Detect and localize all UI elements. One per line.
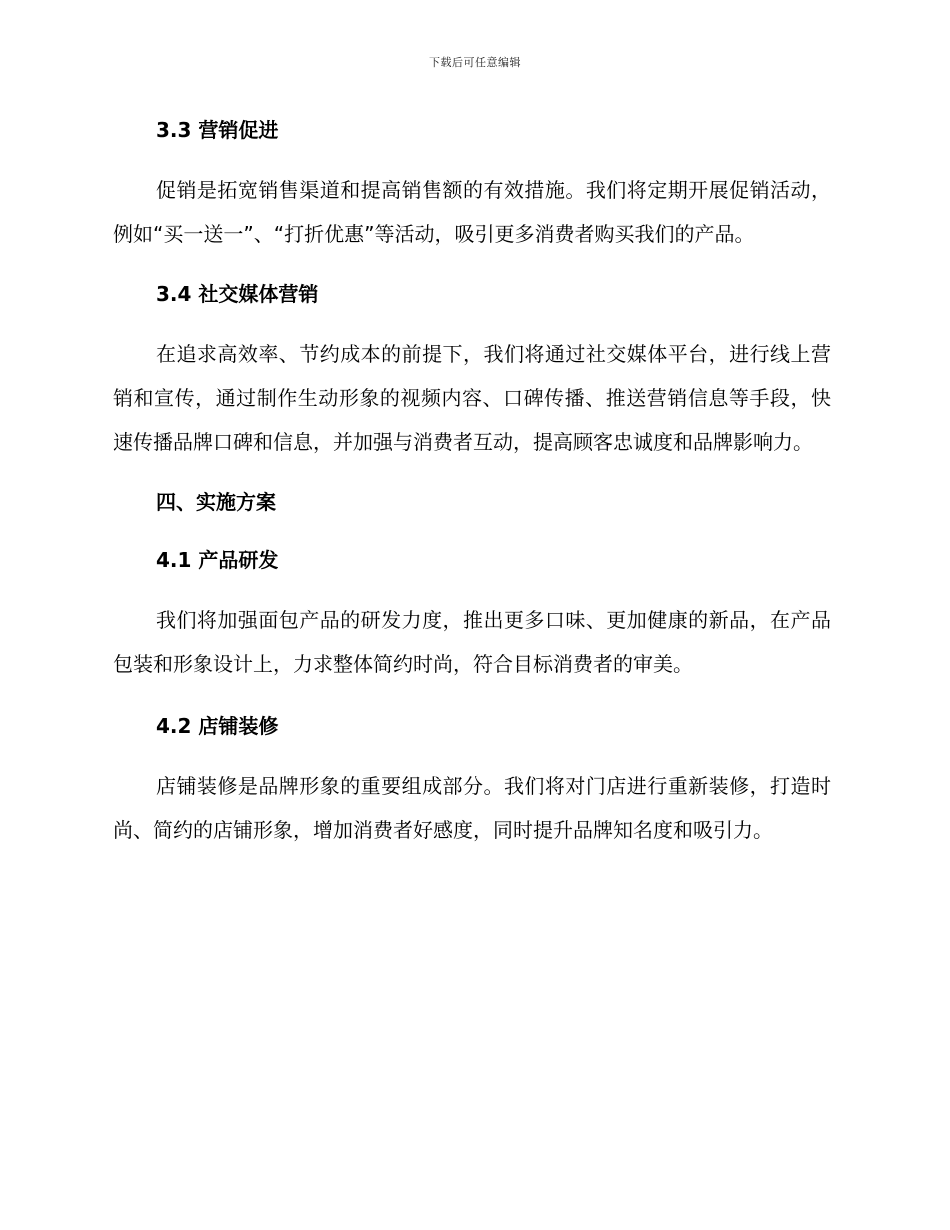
section-paragraph-3-4: 在追求高效率、节约成本的前提下，我们将通过社交媒体平台，进行线上营销和宣传，通过制作生动形象的视频内容、口碑传播、推送营销信息等手段，快速传播品牌口碑和信息，并加强与消费者互动，提高顾客忠诚度和品牌影响力。 xyxy=(113,342,831,454)
section-heading-3-3: 3.3 营销促进 xyxy=(156,118,279,142)
section-heading-4-1: 4.1 产品研发 xyxy=(156,548,279,572)
section-heading-4-2: 4.2 店铺装修 xyxy=(156,714,279,738)
section-paragraph-4-1: 我们将加强面包产品的研发力度，推出更多口味、更加健康的新品，在产品包装和形象设计上，力求整体简约时尚，符合目标消费者的审美。 xyxy=(113,608,831,676)
page-header: 下载后可任意编辑 xyxy=(429,56,521,69)
section-heading-3-4: 3.4 社交媒体营销 xyxy=(156,282,319,306)
section-paragraph-4-2: 店铺装修是品牌形象的重要组成部分。我们将对门店进行重新装修，打造时尚、简约的店铺形象，增加消费者好感度，同时提升品牌知名度和吸引力。 xyxy=(113,774,831,842)
chapter-heading-4: 四、实施方案 xyxy=(156,490,276,514)
section-paragraph-3-3: 促销是拓宽销售渠道和提高销售额的有效措施。我们将定期开展促销活动，例如“买一送一”、“打折优惠”等活动，吸引更多消费者购买我们的产品。 xyxy=(113,178,831,246)
document-body xyxy=(113,112,831,852)
